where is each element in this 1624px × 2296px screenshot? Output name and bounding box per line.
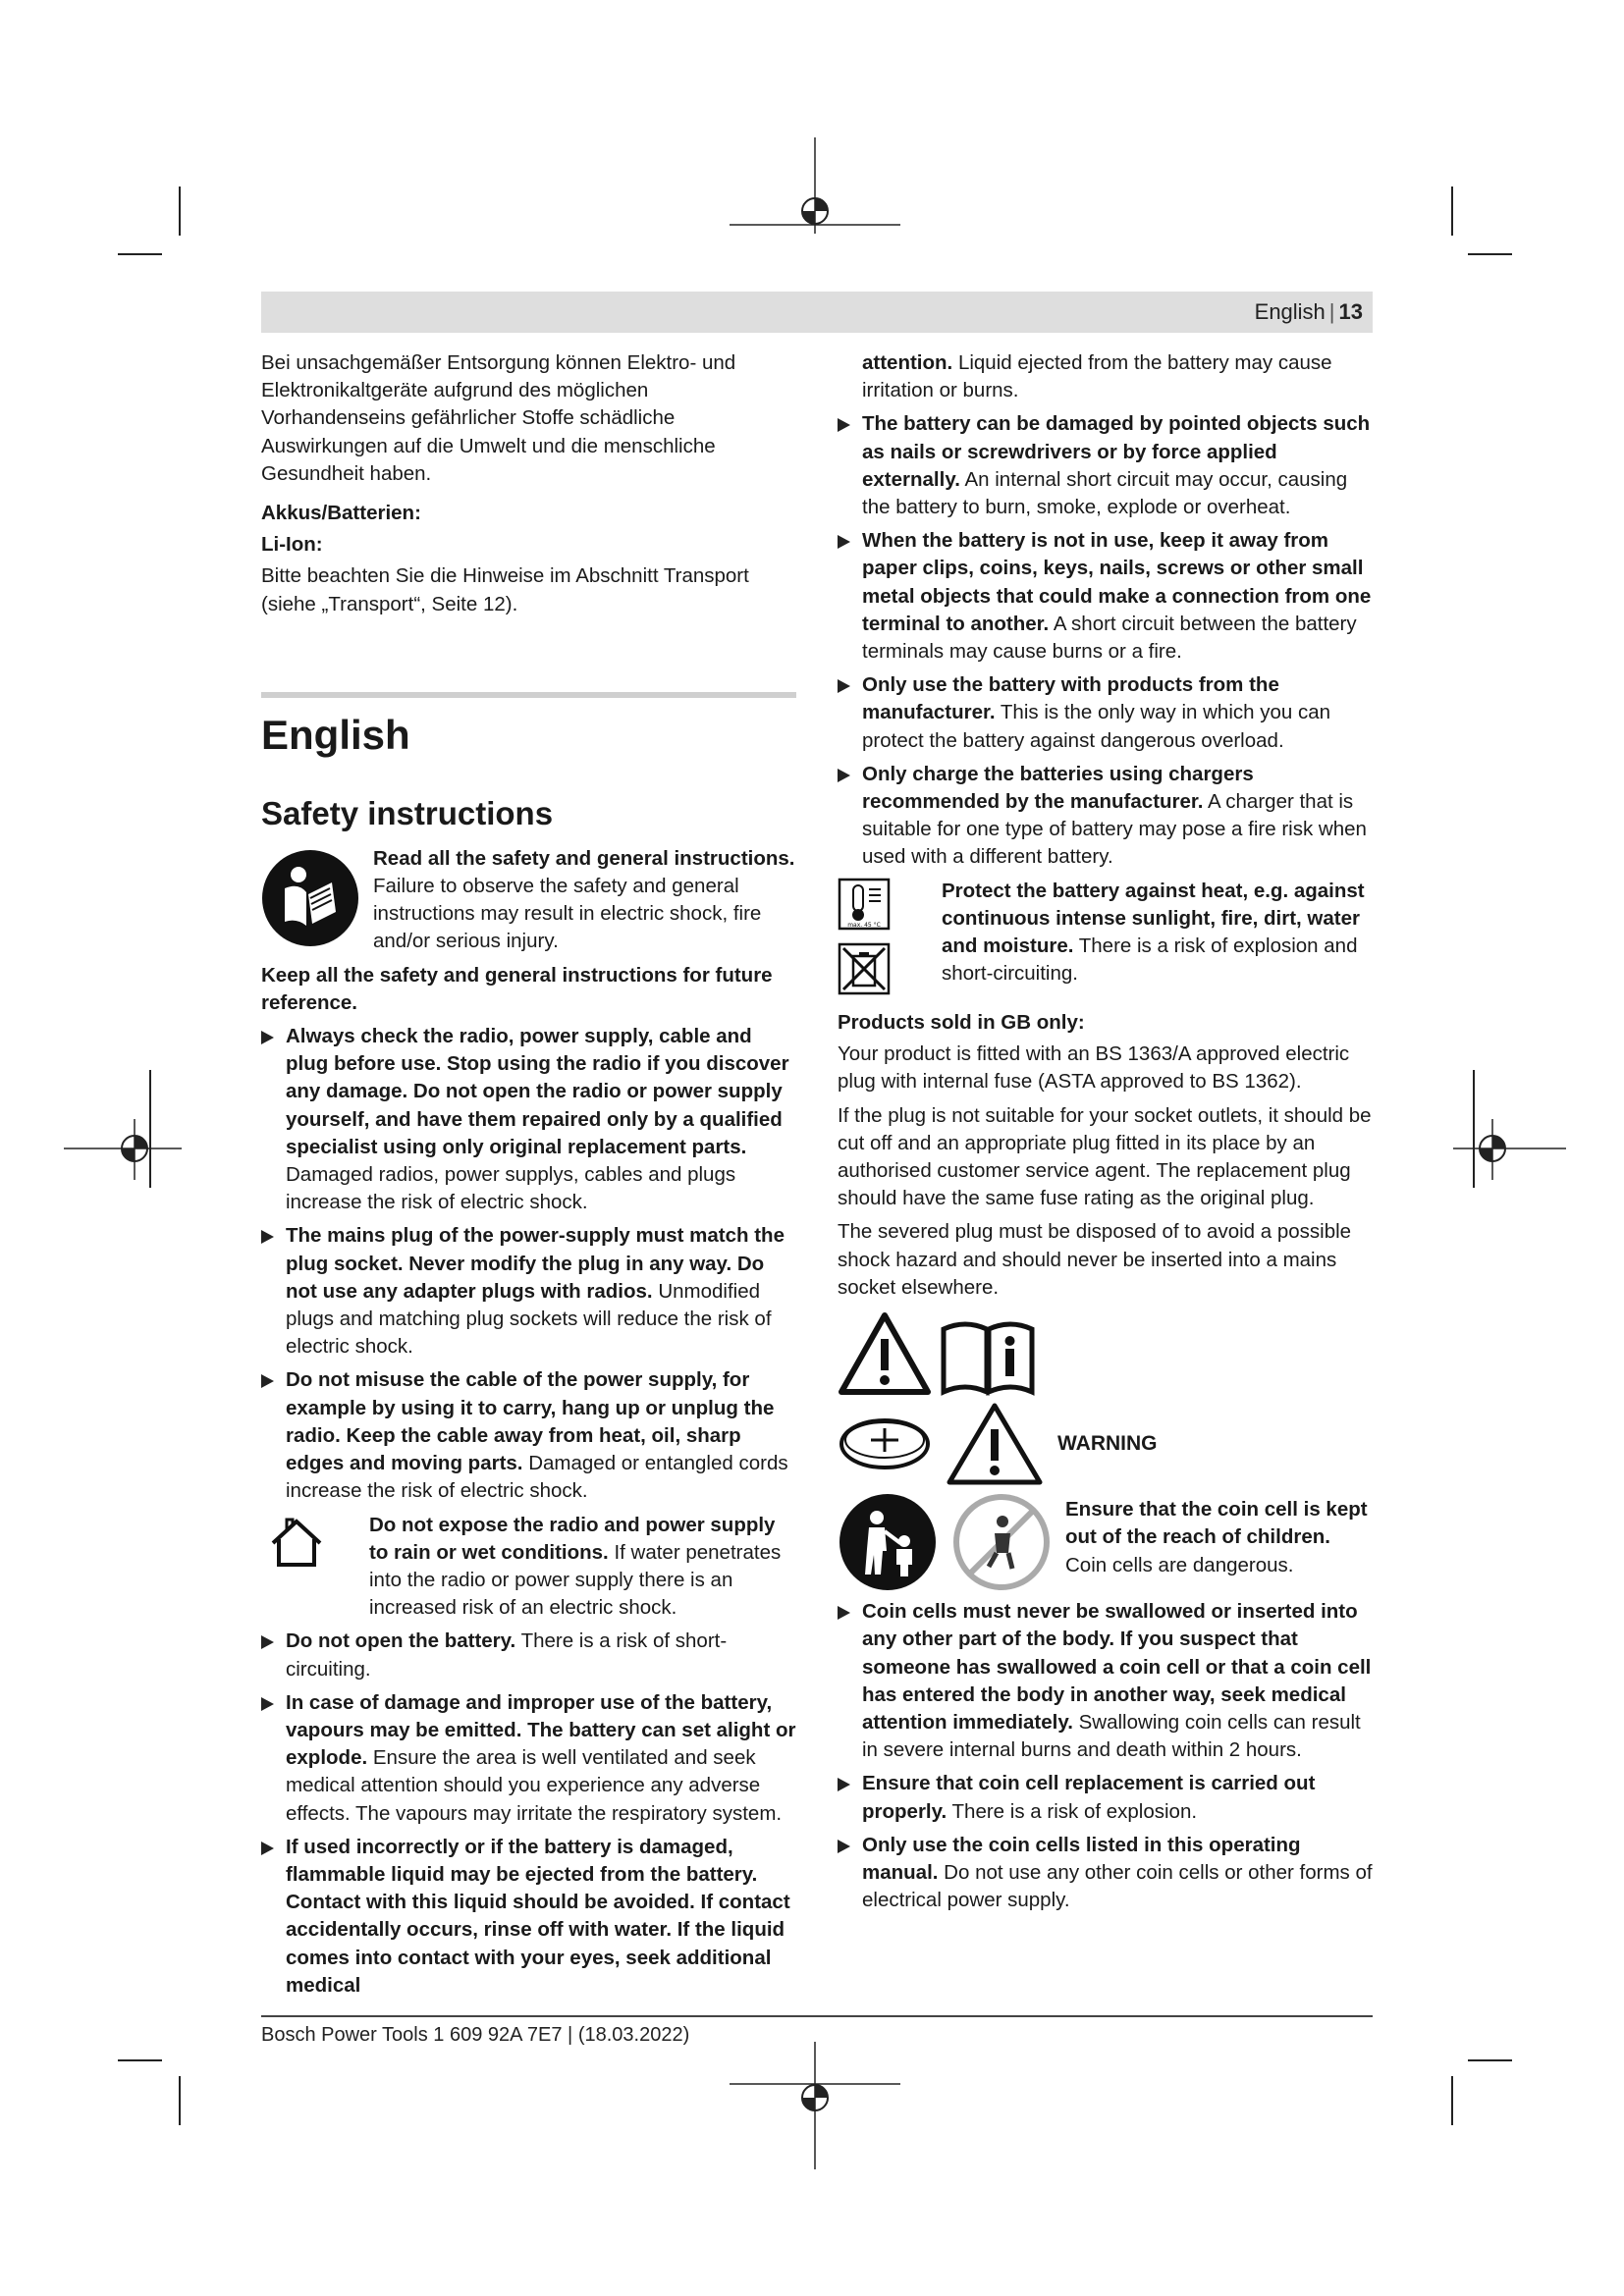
max-temperature-icon [838, 878, 891, 931]
registration-mark-top [727, 137, 903, 236]
akkus-heading: Akkus/Batterien: [261, 502, 421, 525]
warning-label: WARNING [1057, 1431, 1158, 1455]
crop-mark [1451, 2076, 1453, 2125]
bullet-bold: Always check the radio, power supply, cable and plug before use. Stop using the radio if you discover any damage. Do not open the radio or power supply yourself, and have them repaired only by a qualified specialist using only original replacement parts. [286, 1025, 789, 1158]
rain-warning-block [261, 1512, 796, 1623]
bullet-arrow-icon [261, 1374, 274, 1388]
bullet-arrow-icon [261, 1697, 274, 1711]
bullet-arrow-icon [261, 1842, 274, 1855]
liion-heading: Li-Ion: [261, 533, 323, 557]
continued-text: Liquid ejected from the battery may cause irritation or burns. [862, 351, 1332, 402]
bullet-bold: The mains plug of the power-supply must match the plug socket. Never modify the plug in any way. Do not use any adapter plugs with radios. [286, 1224, 785, 1303]
bullet-bold: Only charge the batteries using chargers recommended by the manufacturer. [862, 762, 1254, 814]
bullet-arrow-icon [838, 679, 850, 693]
read-manual-book-icon [940, 1311, 1036, 1396]
registration-mark-bottom [727, 2042, 903, 2179]
rain-bold: Do not expose the radio and power supply to rain or wet conditions. [369, 1513, 776, 1564]
continued-bold: attention. [862, 351, 953, 374]
bullet-arrow-icon [838, 1778, 850, 1791]
list-item [261, 1366, 796, 1505]
bullet-arrow-icon [838, 1606, 850, 1620]
header-text [1255, 299, 1363, 325]
list-item [838, 1832, 1376, 1915]
list-item [261, 1023, 796, 1216]
crop-mark [179, 187, 181, 236]
gb-paragraph: Your product is fitted with an BS 1363/A approved electric plug with internal fuse (ASTA approved to BS 1362). [838, 1042, 1350, 1094]
no-swallowing-icon [951, 1492, 1052, 1592]
intro-paragraph: Bei unsachgemäßer Entsorgung können Elektro- und Elektronikaltgeräte aufgrund des möglichen Vorhandenseins gefährlicher Stoffe schädliche Auswirkungen auf die Umwelt und die menschliche Gesundheit haben. [261, 351, 736, 485]
section-title: English [261, 711, 410, 758]
header-separator: | [1328, 299, 1335, 324]
crop-mark [1468, 2059, 1512, 2061]
list-item [261, 1222, 796, 1361]
read-manual-icon [261, 849, 359, 947]
header-section: English [1254, 299, 1326, 324]
keep-away-from-children-icon [838, 1492, 938, 1592]
bullet-arrow-icon [261, 1031, 274, 1044]
gb-paragraph: The severed plug must be disposed of to avoid a possible shock hazard and should never be inserted into a mains socket elsewhere. [838, 1220, 1352, 1299]
footer-rule [261, 2015, 1373, 2017]
footer-text: Bosch Power Tools 1 609 92A 7E7 | (18.03.2022) [261, 2024, 690, 2046]
right-column [838, 349, 1376, 1920]
liion-text: Bitte beachten Sie die Hinweise im Abschnitt Transport (siehe „Transport“, Seite 12). [261, 564, 749, 615]
bullet-bold: When the battery is not in use, keep it away from paper clips, coins, keys, nails, screws or other small metal objects that could make a connection from one terminal to another. [862, 529, 1372, 635]
max-temperature-label: max. 45 °C [847, 921, 881, 929]
coin-text: Coin cells are dangerous. [1065, 1553, 1294, 1576]
registration-mark-left [64, 1099, 182, 1198]
coin-bold: Ensure that the coin cell is kept out of the reach of children. [1065, 1498, 1368, 1549]
bullet-arrow-icon [838, 418, 850, 432]
bullet-text: An internal short circuit may occur, causing the battery to burn, smoke, explode or overheat. [862, 467, 1348, 519]
bullet-bold: Do not open the battery. [286, 1629, 516, 1653]
bullet-bold: If used incorrectly or if the battery is damaged, flammable liquid may be ejected from the battery. Contact with this liquid should be avoided. If contact accidentally occurs, rinse off with water. If the liquid comes into contact with your eyes, seek additional medical [286, 1835, 790, 1997]
list-item [838, 1770, 1376, 1825]
bullet-text: Ensure the area is well ventilated and seek medical attention should you experience any adverse effects. The vapours may irritate the respiratory system. [286, 1746, 783, 1825]
crop-mark [1468, 253, 1512, 255]
coin-cell-icon [838, 1415, 932, 1473]
bullet-arrow-icon [261, 1230, 274, 1244]
list-item [838, 410, 1376, 521]
left-column [261, 349, 796, 2005]
crop-mark [118, 253, 162, 255]
bullet-arrow-icon [838, 535, 850, 549]
page-header [261, 292, 1373, 333]
heat-text: There is a risk of explosion and short-circuiting. [942, 934, 1358, 986]
section-divider [261, 692, 796, 698]
bullet-text: This is the only way in which you can protect the battery against dangerous overload. [862, 701, 1331, 752]
list-item [838, 761, 1376, 872]
indoor-use-house-icon [267, 1516, 326, 1571]
read-instructions-block [261, 845, 796, 956]
crop-mark [179, 2076, 181, 2125]
crop-mark [1451, 187, 1453, 236]
list-item [838, 527, 1376, 666]
read-text: Failure to observe the safety and general instructions may result in electric shock, fire and/or serious injury. [373, 875, 762, 953]
bullet-bold: Ensure that coin cell replacement is carried out properly. [862, 1772, 1316, 1823]
no-battery-disposal-icon [838, 942, 891, 995]
gb-paragraph: If the plug is not suitable for your socket outlets, it should be cut off and an appropriate plug fitted in its place by an authorised customer service agent. The replacement plug should have the same fuse rating as the original plug. [838, 1103, 1372, 1210]
bullet-bold: The battery can be damaged by pointed objects such as nails or screwdrivers or by force applied externally. [862, 412, 1371, 491]
warning-triangle-icon [838, 1311, 932, 1396]
bullet-text: A charger that is suitable for one type of battery may pose a fire risk when used with a different battery. [862, 790, 1367, 869]
safety-title: Safety instructions [261, 794, 554, 831]
list-item [838, 671, 1376, 755]
bullet-bold: Only use the coin cells listed in this operating manual. [862, 1833, 1301, 1884]
bullet-bold: Only use the battery with products from the manufacturer. [862, 673, 1279, 724]
bullet-text: There is a risk of explosion. [951, 1799, 1198, 1823]
list-item [838, 1598, 1376, 1764]
page-number: 13 [1338, 299, 1363, 324]
gb-heading: Products sold in GB only: [838, 1011, 1085, 1035]
bullet-text: Damaged radios, power supplys, cables and plugs increase the risk of electric shock. [286, 1163, 736, 1214]
bullet-arrow-icon [838, 769, 850, 782]
bullet-bold: Do not misuse the cable of the power supply, for example by using it to carry, hang up or unplug the radio. Keep the cable away from heat, oil, sharp edges and moving parts. [286, 1368, 775, 1475]
bullet-text: Swallowing coin cells can result in severe internal burns and death within 2 hours. [862, 1710, 1361, 1762]
bullet-bold: In case of damage and improper use of the battery, vapours may be emitted. The battery can set alight or explode. [286, 1690, 796, 1770]
bullet-text: A short circuit between the battery terminals may cause burns or a fire. [862, 612, 1357, 664]
bullet-bold: Coin cells must never be swallowed or inserted into any other part of the body. If you suspect that someone has swallowed a coin cell or that a coin cell has entered the body in another way, seek medical attention immediately. [862, 1600, 1372, 1734]
bullet-text: Unmodified plugs and matching plug sockets will reduce the risk of electric shock. [286, 1279, 772, 1359]
bullet-arrow-icon [261, 1635, 274, 1649]
rain-text: If water penetrates into the radio or power supply there is an increased risk of an electric shock. [369, 1540, 782, 1620]
bullet-text: Damaged or entangled cords increase the risk of electric shock. [286, 1452, 788, 1503]
keep-bold: Keep all the safety and general instructions for future reference. [261, 963, 773, 1014]
read-bold: Read all the safety and general instructions. [373, 846, 795, 870]
bullet-arrow-icon [838, 1840, 850, 1853]
warning-triangle-icon [946, 1402, 1044, 1486]
bullet-text: There is a risk of short-circuiting. [286, 1629, 728, 1681]
registration-mark-right [1453, 1099, 1571, 1198]
heat-bold: Protect the battery against heat, e.g. against continuous intense sunlight, fire, dirt, water and moisture. [942, 879, 1365, 958]
crop-mark [118, 2059, 162, 2061]
list-item [261, 1689, 796, 1828]
bullet-text: Do not use any other coin cells or other forms of electrical power supply. [862, 1860, 1373, 1912]
list-item [261, 1834, 796, 2000]
list-item [261, 1628, 796, 1682]
warning-pictograms [838, 1311, 1376, 1592]
heat-warning-block [838, 878, 1376, 1003]
